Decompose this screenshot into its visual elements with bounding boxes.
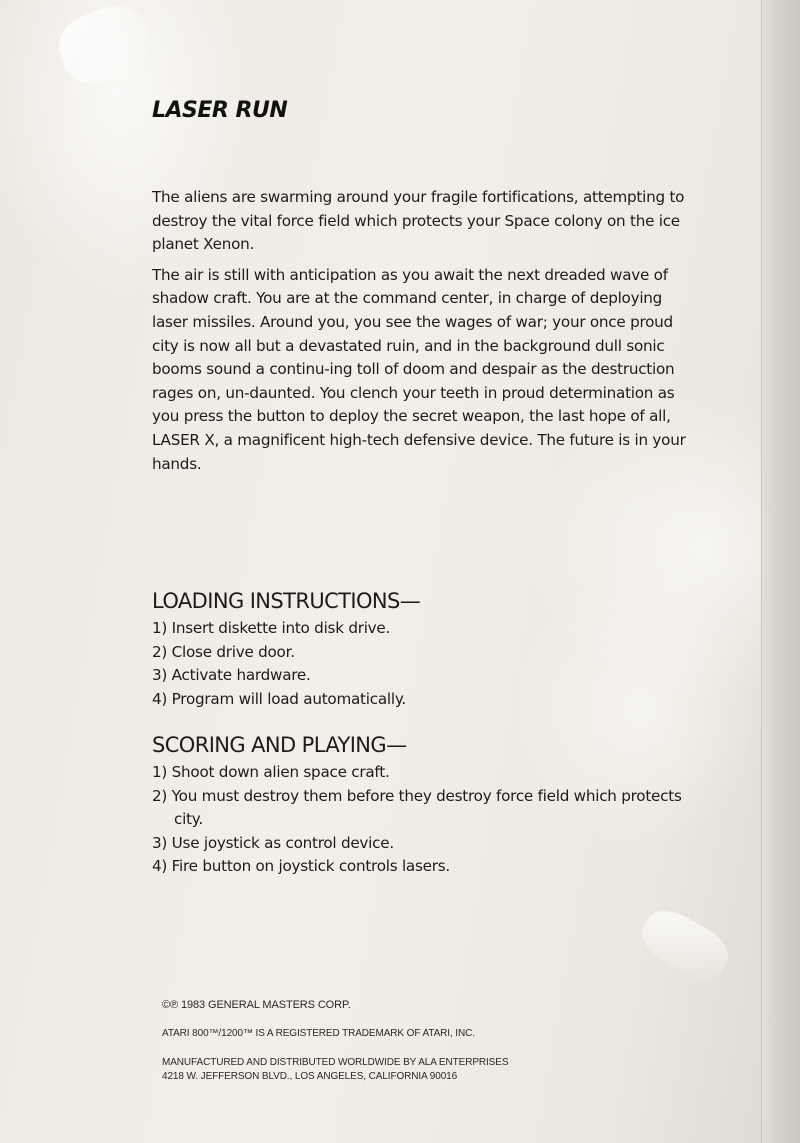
scoring-heading: SCORING AND PLAYING— bbox=[152, 733, 407, 757]
scoring-and-playing bbox=[152, 733, 712, 879]
scoring-step: 4) Fire button on joystick controls lasers. bbox=[152, 857, 450, 876]
scoring-step: 3) Use joystick as control device. bbox=[152, 833, 394, 852]
box-spine-edge bbox=[761, 0, 800, 1143]
copyright-notice: ©℗ 1983 GENERAL MASTERS CORP. bbox=[162, 999, 351, 1011]
loading-step: 3) Activate hardware. bbox=[152, 666, 311, 685]
scoring-steps-list bbox=[152, 761, 712, 879]
manufacturer-address: 4218 W. JEFFERSON BLVD., LOS ANGELES, CALIFORNIA 90016 bbox=[162, 1071, 458, 1082]
scoring-step: 2) You must destroy them before they destroy force field which protects city. bbox=[152, 786, 682, 829]
scoring-step: 1) Shoot down alien space craft. bbox=[152, 763, 390, 781]
story-text bbox=[152, 186, 692, 483]
legal-footer bbox=[162, 998, 642, 1084]
loading-heading: LOADING INSTRUCTIONS— bbox=[152, 589, 421, 613]
trademark-notice: ATARI 800™/1200™ IS A REGISTERED TRADEMARK OF ATARI, INC. bbox=[162, 1028, 475, 1039]
manufacturer-notice: MANUFACTURED AND DISTRIBUTED WORLDWIDE BY ALA ENTERPRISES bbox=[162, 1057, 509, 1068]
loading-step: 2) Close drive door. bbox=[152, 642, 295, 661]
loading-steps-list bbox=[152, 617, 712, 711]
game-title: LASER RUN bbox=[152, 98, 288, 123]
story-paragraph-1: The aliens are swarming around your fragile fortifications, attempting to destroy the vital force field which protects your Space colony on the ice planet Xenon. bbox=[152, 188, 685, 254]
shrink-wrap-glare bbox=[51, 0, 160, 93]
shrink-wrap-glare-lower bbox=[634, 901, 737, 989]
story-paragraph-2: The air is still with anticipation as you await the next dreaded wave of shadow craft. You are at the command center, in charge of deploying laser missiles. Around you, you see the wages of war; your once proud city is now all but a devastated ruin, and in the background dull sonic booms sound a continu-ing toll of doom and despair as the destruction rages on, un-daunted. You clench your teeth in proud determination as you press the button to deploy the secret weapon, the last hope of all, LASER X, a magnificent high-tech defensive device. The future is in your hands. bbox=[152, 265, 686, 473]
loading-step: 4) Program will load automatically. bbox=[152, 689, 406, 708]
loading-instructions bbox=[152, 589, 712, 711]
loading-step: 1) Insert diskette into disk drive. bbox=[152, 619, 391, 637]
